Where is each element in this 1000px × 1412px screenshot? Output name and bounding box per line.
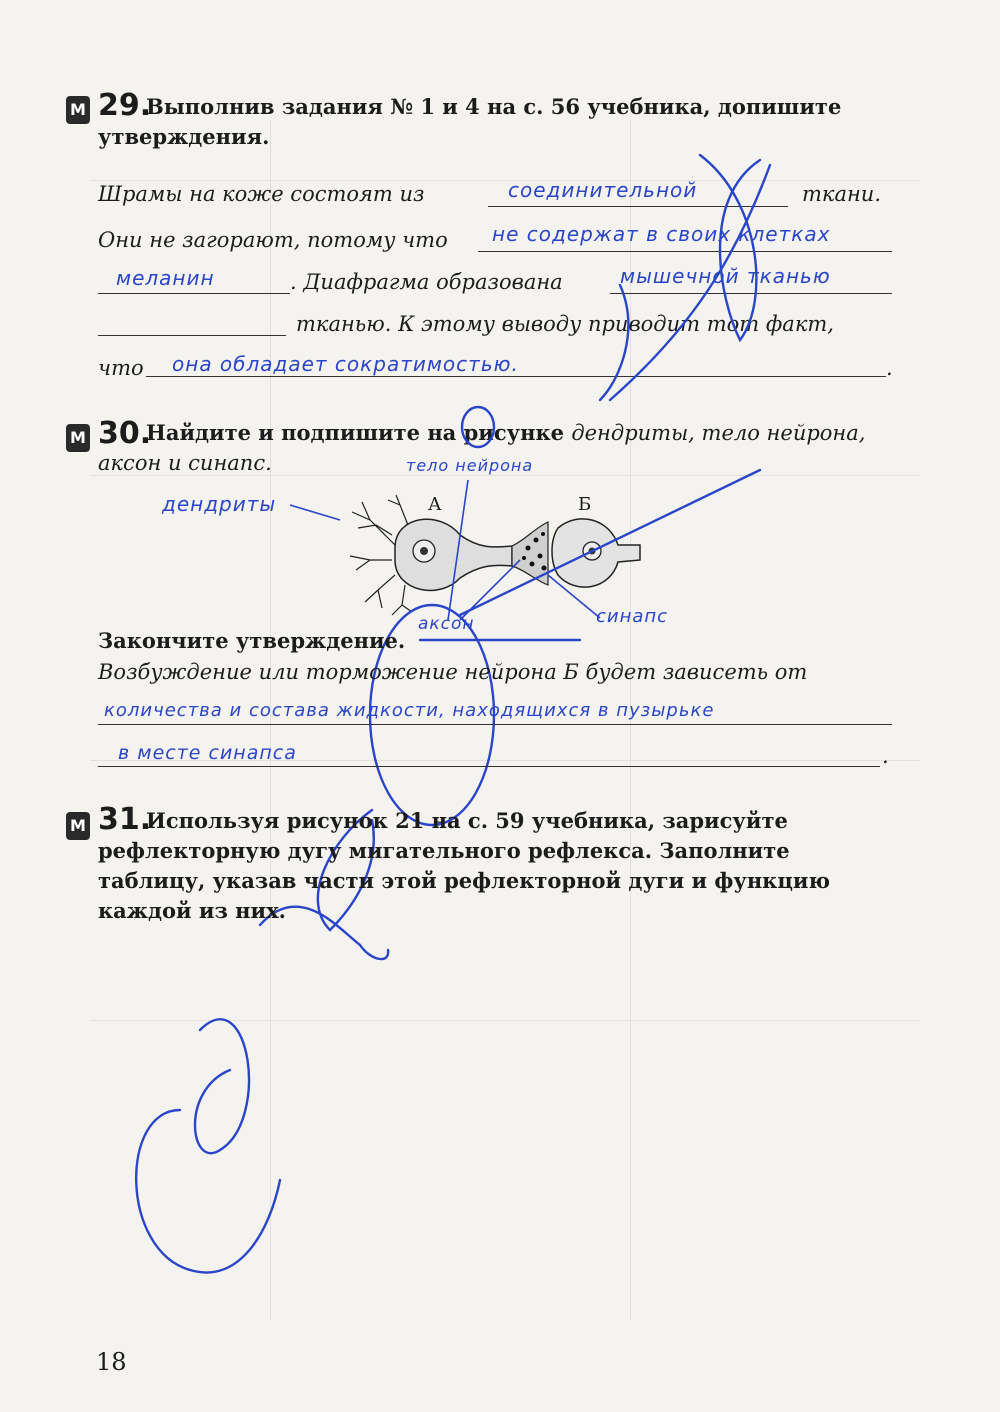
answer-2: не содержат в своих клетках	[492, 222, 831, 246]
task-29-text: Выполнив задания № 1 и 4 на с. 56 учебника, допишите утверждения.	[98, 94, 842, 149]
task-30-number: 30.	[98, 416, 152, 451]
method-marker-icon: M	[66, 96, 90, 124]
hw-label-neuron-body: тело нейрона	[406, 456, 534, 475]
answer-5: она обладает сократимостью.	[172, 352, 519, 376]
answer-line	[98, 766, 880, 767]
t29-line1-post: ткани.	[802, 182, 882, 206]
answer-3: меланин	[116, 266, 215, 290]
hw-label-dendrites: дендриты	[162, 492, 277, 516]
method-marker-icon: M	[66, 424, 90, 452]
t29-line1-pre: Шрамы на коже состоят из	[98, 182, 425, 206]
hw-label-synapse: синапс	[596, 606, 669, 627]
t30-statement: Возбуждение или торможение нейрона Б будет зависеть от	[98, 660, 808, 684]
task-29-number: 29.	[98, 88, 152, 123]
answer-1: соединительной	[508, 178, 698, 202]
answer-line	[98, 724, 892, 725]
t29-line3-post: . Диафрагма образована	[290, 270, 563, 294]
answer-4: мышечной тканью	[620, 264, 831, 288]
t30-answer-1: количества и состава жидкости, находящихся в пузырьке	[104, 700, 715, 721]
task-30-text: Найдите и подпишите на рисунке дендриты, тело нейрона, аксон и синапс.	[98, 420, 866, 475]
label-b: Б	[578, 494, 592, 515]
t30-finish: Закончите утверждение.	[98, 628, 406, 653]
t29-line5-pre: что	[98, 356, 144, 380]
t30-answer-2: в месте синапса	[118, 742, 297, 764]
task-31-text: Используя рисунок 21 на с. 59 учебника, зарисуйте рефлекторную дугу мигательного рефлекса. Заполните таблицу, указав части этой рефлекторной дуги и функцию каждой из них.	[98, 808, 830, 923]
t29-line4-post: тканью. К этому выводу приводит тот факт,	[296, 312, 834, 336]
label-a: А	[428, 494, 442, 515]
hw-label-axon: аксон	[418, 614, 475, 634]
t29-line2-pre: Они не загорают, потому что	[98, 228, 448, 252]
t30-end-dot: .	[882, 744, 889, 768]
method-marker-icon: M	[66, 812, 90, 840]
t29-line5-post: .	[886, 356, 893, 380]
task-31-number: 31.	[98, 802, 152, 837]
page-number: 18	[96, 1348, 127, 1376]
